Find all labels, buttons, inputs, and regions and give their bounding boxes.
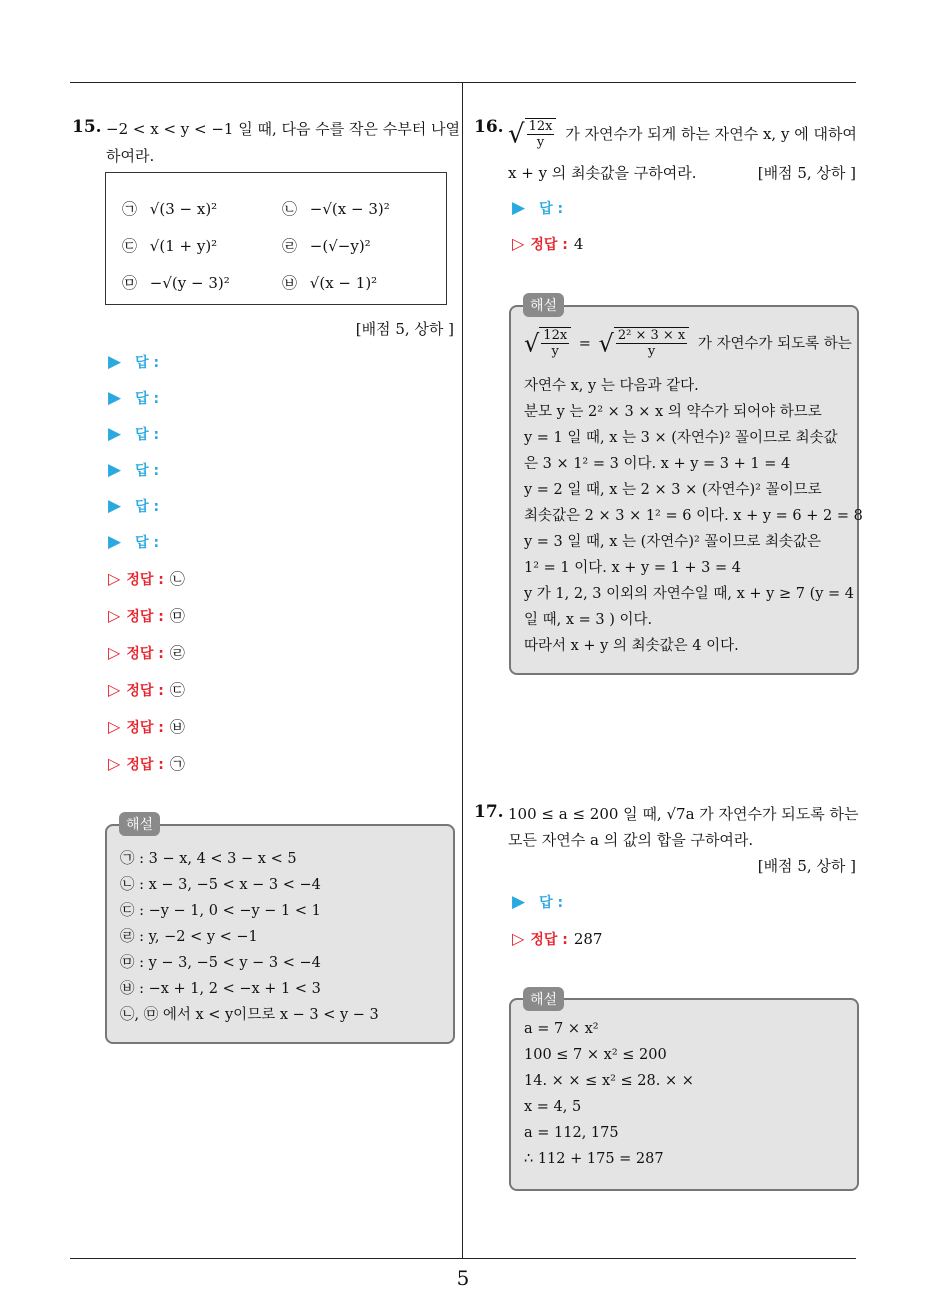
solution-line: ㉡, ㉤ 에서 x < y이므로 x − 3 < y − 3 (120, 1007, 379, 1023)
q15-stem-line1: −2 < x < y < −1 일 때, 다음 수를 작은 수부터 나열 (106, 120, 460, 138)
answer-label: 답 : (135, 427, 160, 443)
page-number: 5 (456, 1266, 470, 1290)
play-icon: ▶ (108, 532, 122, 552)
option-mark: ㉥ (282, 274, 298, 292)
q15-number: 15. (72, 117, 102, 137)
q15-answer-row-2[interactable] (108, 388, 159, 408)
q17-solution-box (509, 998, 859, 1191)
option-expr: −√(x − 3)² (309, 200, 390, 218)
correct-label: 정답 : (126, 572, 164, 588)
q17-stem-line1: 100 ≤ a ≤ 200 일 때, √7a 가 자연수가 되도록 하는 (508, 805, 859, 823)
play-icon: ▶ (108, 352, 122, 372)
option-mark: ㉣ (282, 237, 298, 255)
top-rule (70, 82, 856, 83)
radical-sign-icon: √ (598, 329, 614, 358)
q15-correct-row-3 (108, 642, 185, 663)
radical-sign-icon: √ (508, 119, 525, 150)
correct-value: ㉠ (169, 755, 185, 773)
triangle-outline-icon: ▷ (108, 643, 121, 662)
q16-number: 16. (474, 117, 504, 137)
q15-correct-row-4 (108, 679, 185, 700)
solution-line: ㉢ : −y − 1, 0 < −y − 1 < 1 (120, 903, 321, 919)
solution-line: ㉣ : y, −2 < y < −1 (120, 929, 258, 945)
answer-label: 답 : (135, 355, 160, 371)
q15-option-6 (282, 272, 377, 293)
q15-solution-tag: 해설 (119, 812, 160, 836)
answer-label: 답 : (135, 499, 160, 515)
q17-answer-row[interactable] (512, 892, 563, 912)
play-icon: ▶ (108, 424, 122, 444)
option-mark: ㉡ (282, 200, 298, 218)
solution-line: 최솟값은 2 × 3 × 1² = 6 이다. x + y = 6 + 2 = 8 (524, 508, 863, 524)
correct-label: 정답 : (126, 757, 164, 773)
q15-answer-row-5[interactable] (108, 496, 159, 516)
q15-answer-row-1[interactable] (108, 352, 159, 372)
q15-correct-row-6 (108, 753, 185, 774)
correct-value: 287 (573, 930, 603, 948)
q16-stem-line2: x + y 의 최솟값을 구하여라. (508, 164, 697, 182)
triangle-outline-icon: ▷ (108, 606, 121, 625)
solution-line: 일 때, x = 3 ) 이다. (524, 612, 653, 628)
solution-line: a = 7 × x² (524, 1021, 599, 1037)
solution-line: ㉡ : x − 3, −5 < x − 3 < −4 (120, 877, 321, 893)
solution-line: ∴ 112 + 175 = 287 (524, 1151, 664, 1167)
play-icon: ▶ (108, 496, 122, 516)
correct-label: 정답 : (126, 720, 164, 736)
solution-line: y 가 1, 2, 3 이외의 자연수일 때, x + y ≥ 7 (y = 4 (524, 586, 855, 602)
triangle-outline-icon: ▷ (108, 717, 121, 736)
option-expr: √(1 + y)² (149, 237, 218, 255)
correct-label: 정답 : (126, 683, 164, 699)
q17-stem-line2: 모든 자연수 a 의 값의 합을 구하여라. (508, 831, 754, 849)
solution-line: 따라서 x + y 의 최솟값은 4 이다. (524, 638, 739, 654)
q16-answer-row[interactable] (512, 198, 563, 218)
frac-numerator: 12x (528, 119, 553, 134)
play-icon: ▶ (108, 388, 122, 408)
correct-value: ㉢ (169, 681, 185, 699)
frac-numerator: 2² × 3 × x (617, 328, 686, 343)
solution-line: y = 2 일 때, x 는 2 × 3 × (자연수)² 꼴이므로 (524, 482, 822, 498)
correct-label: 정답 : (530, 932, 568, 948)
frac-denominator: y (536, 135, 545, 150)
frac-denominator: y (647, 344, 656, 359)
q16-stem-text: 가 자연수가 되게 하는 자연수 x, y 에 대하여 (565, 124, 857, 143)
solution-line: 100 ≤ 7 × x² ≤ 200 (524, 1047, 667, 1063)
solution-line: y = 3 일 때, x 는 (자연수)² 꼴이므로 최솟값은 (524, 534, 822, 550)
bottom-rule (70, 1258, 856, 1259)
q15-solution-box (105, 824, 455, 1044)
correct-value: ㉣ (169, 644, 185, 662)
triangle-outline-icon: ▷ (512, 234, 525, 253)
triangle-outline-icon: ▷ (108, 754, 121, 773)
q17-solution-tag: 해설 (523, 987, 564, 1011)
answer-label: 답 : (135, 535, 160, 551)
q15-correct-row-2 (108, 605, 185, 626)
q15-options-box (105, 172, 447, 305)
correct-value: ㉡ (169, 570, 185, 588)
frac-numerator: 12x (543, 328, 568, 343)
triangle-outline-icon: ▷ (108, 569, 121, 588)
q15-option-3 (122, 235, 217, 256)
option-expr: −√(y − 3)² (149, 274, 230, 292)
solution-line (524, 327, 852, 359)
option-mark: ㉤ (122, 274, 138, 292)
solution-line: 분모 y 는 2² × 3 × x 의 약수가 되어야 하므로 (524, 404, 822, 420)
q16-score: [배점 5, 상하 ] (757, 164, 856, 182)
q15-answer-row-3[interactable] (108, 424, 159, 444)
solution-line: ㉥ : −x + 1, 2 < −x + 1 < 3 (120, 981, 321, 997)
solution-line: y = 1 일 때, x 는 3 × (자연수)² 꼴이므로 최솟값 (524, 430, 838, 446)
option-expr: −(√−y)² (309, 237, 371, 255)
solution-line: ㉤ : y − 3, −5 < y − 3 < −4 (120, 955, 321, 971)
answer-label: 답 : (539, 201, 564, 217)
answer-label: 답 : (539, 895, 564, 911)
solution-text: 가 자연수가 되도록 하는 (697, 335, 852, 352)
q17-correct-row (512, 929, 602, 949)
triangle-outline-icon: ▷ (108, 680, 121, 699)
correct-label: 정답 : (126, 646, 164, 662)
correct-label: 정답 : (530, 237, 568, 253)
q15-option-2 (282, 198, 390, 219)
q16-correct-row (512, 234, 583, 254)
q15-score: [배점 5, 상하 ] (355, 320, 454, 338)
q16-stem-radicand (525, 118, 557, 150)
solution-line: 자연수 x, y 는 다음과 같다. (524, 378, 699, 394)
option-mark: ㉢ (122, 237, 138, 255)
q17-number: 17. (474, 802, 504, 822)
solution-line: x = 4, 5 (524, 1099, 582, 1115)
q16-stem-line1 (508, 118, 857, 150)
solution-line: a = 112, 175 (524, 1125, 619, 1141)
answer-label: 답 : (135, 391, 160, 407)
solution-line: 1² = 1 이다. x + y = 1 + 3 = 4 (524, 560, 741, 576)
frac-denominator: y (551, 344, 559, 359)
radical-sign-icon: √ (524, 329, 540, 358)
triangle-outline-icon: ▷ (512, 929, 525, 948)
q17-score: [배점 5, 상하 ] (757, 857, 856, 875)
q15-option-4 (282, 235, 371, 256)
q16-solution-box (509, 305, 863, 675)
q15-answer-row-6[interactable] (108, 532, 159, 552)
solution-line: 은 3 × 1² = 3 이다. x + y = 3 + 1 = 4 (524, 456, 791, 472)
answer-label: 답 : (135, 463, 160, 479)
option-expr: √(x − 1)² (309, 274, 378, 292)
q15-option-1 (122, 198, 217, 219)
solution-line: ㉠ : 3 − x, 4 < 3 − x < 5 (120, 851, 297, 867)
q15-option-5 (122, 272, 230, 293)
q15-stem-line2: 하여라. (106, 147, 155, 165)
q15-answer-row-4[interactable] (108, 460, 159, 480)
play-icon: ▶ (512, 892, 526, 912)
q16-solution-tag: 해설 (523, 293, 564, 317)
correct-label: 정답 : (126, 609, 164, 625)
correct-value: ㉤ (169, 607, 185, 625)
correct-value: 4 (573, 235, 584, 253)
equals-sign: = (578, 335, 591, 352)
play-icon: ▶ (512, 198, 526, 218)
option-expr: √(3 − x)² (149, 200, 218, 218)
play-icon: ▶ (108, 460, 122, 480)
option-mark: ㉠ (122, 200, 138, 218)
column-divider (462, 83, 463, 1259)
q15-correct-row-1 (108, 568, 185, 589)
q15-correct-row-5 (108, 716, 185, 737)
solution-line: 14. × × ≤ x² ≤ 28. × × (524, 1073, 694, 1089)
correct-value: ㉥ (169, 718, 185, 736)
